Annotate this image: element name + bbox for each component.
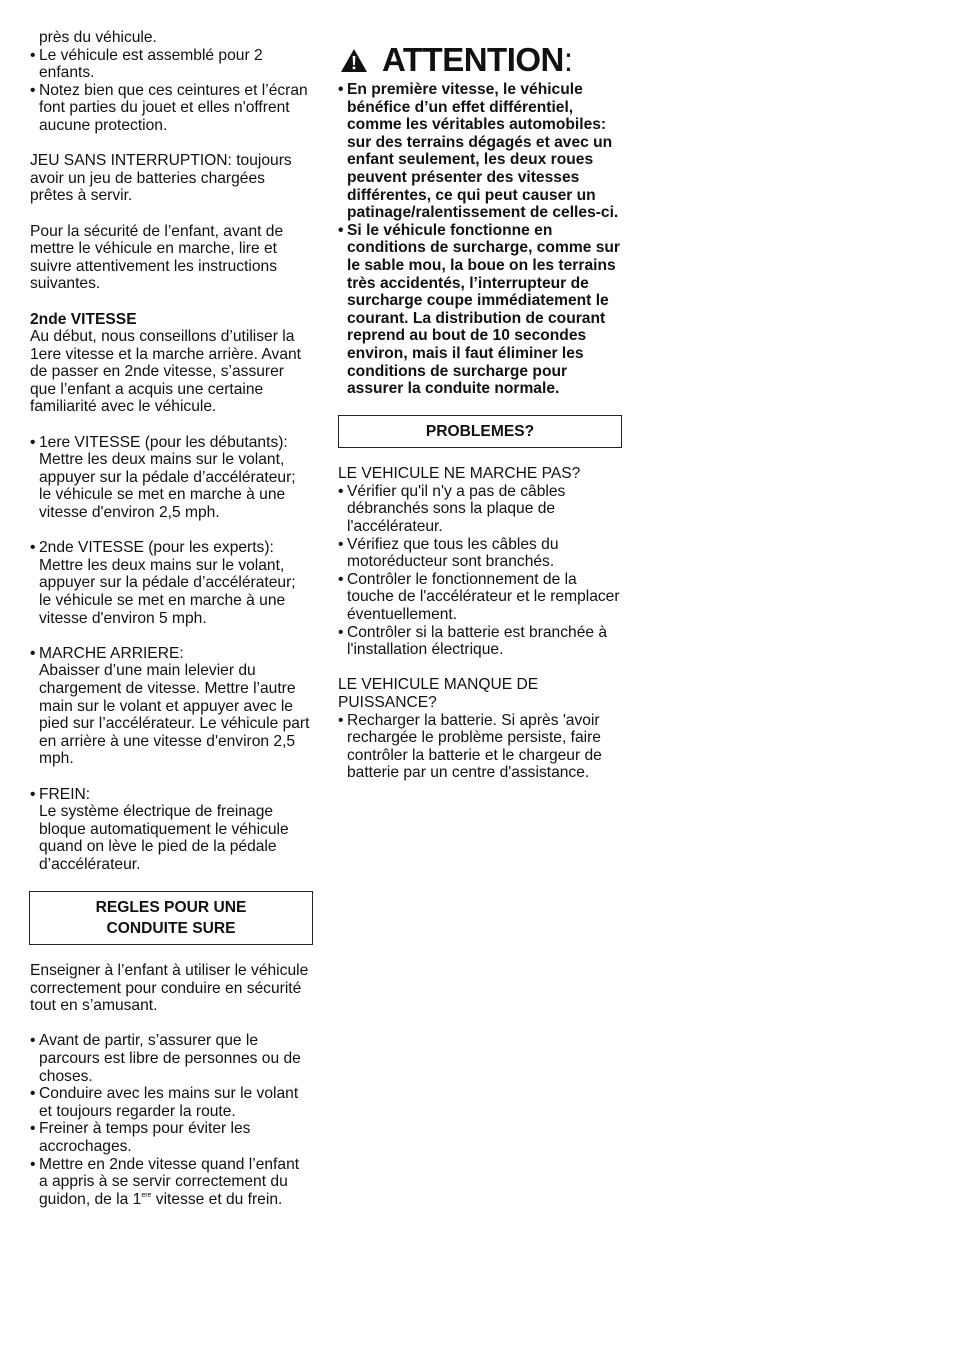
rule-item xyxy=(30,1156,312,1209)
rule-item: • Freiner à temps pour éviter les accrochages. xyxy=(30,1120,312,1155)
rule-item: • Avant de partir, s’assurer que le parcours est libre de personnes ou de choses. xyxy=(30,1032,312,1085)
vitesse-heading: 2nde VITESSE xyxy=(30,310,137,328)
problem-item: • Vérifiez que tous les câbles du motoréducteur sont branchés. xyxy=(338,536,623,571)
v2-title: • 2nde VITESSE (pour les experts): xyxy=(30,539,312,557)
enseigner-paragraph: Enseigner à l’enfant à utiliser le véhicule correctement pour conduire en sécurité tout en s’amusant. xyxy=(30,962,309,1015)
problem-item: • Recharger la batterie. Si après 'avoir rechargée le problème persiste, faire contrôler la batterie et le chargeur de batterie par un centre d'assistance. xyxy=(338,712,623,782)
rule-item: • Conduire avec les mains sur le volant et toujours regarder la route. xyxy=(30,1085,312,1120)
regles-heading-line: CONDUITE SURE xyxy=(106,919,236,937)
attention-item: • En première vitesse, le véhicule bénéfice d’un effet différentiel, comme les véritables automobiles: sur des terrains dégagés et avec un enfant seulement, les deux roues peuvent présenter des vitesses différentes, ce qui peut causer un patinage/ralentissement de celles-ci. xyxy=(338,81,623,222)
vitesse-paragraph: Au début, nous conseillons d’utiliser la 1ere vitesse et la marche arrière. Avant de passer en 2nde vitesse, s’assurer que l’enfant a acquis une certaine familiarité avec le véhicule. xyxy=(30,328,302,416)
rule-last-superscript: ere xyxy=(141,1191,152,1199)
rule-last-end: vitesse et du frein. xyxy=(155,1190,283,1208)
problem-title: LE VEHICULE MANQUE DE PUISSANCE? xyxy=(338,676,539,711)
v1-text: Mettre les deux mains sur le volant, appuyer sur la pédale d’accélérateur; le véhicule se met en marche à une vitesse d'environ 2,5 mph. xyxy=(39,451,296,522)
attention-item: • Si le véhicule fonctionne en conditions de surcharge, comme sur le sable mou, la boue on les terrains très accidentés, l’interrupteur de surcharge coupe immédiatement le courant. La distribution de courant reprend au bout de 10 secondes environ, mais il faut éliminer les conditions de surcharge pour assurer la conduite normale. xyxy=(338,222,623,398)
problem-item: • Contrôler si la batterie est branchée à l'installation électrique. xyxy=(338,624,623,659)
marche-arriere-title: • MARCHE ARRIERE: xyxy=(30,645,312,663)
problemes-heading: PROBLEMES? xyxy=(338,415,622,448)
marche-arriere-text: Abaisser d’une main lelevier du chargement de vitesse. Mettre l’autre main sur le volant et appuyer avec le pied sur l’accélérateur. Le véhicule part en arrière à une vitesse d'environ 2,5 mph. xyxy=(39,662,310,768)
jeu-paragraph: JEU SANS INTERRUPTION: toujours avoir un jeu de batteries chargées prêtes à servir. xyxy=(30,152,292,205)
warning-triangle-icon xyxy=(340,48,368,73)
rule-last-text: Mettre en 2nde vitesse quand l’enfant a appris à se servir correctement du guidon, de la 1 xyxy=(39,1155,300,1208)
frein-title: • FREIN: xyxy=(30,786,312,804)
attention-colon: : xyxy=(563,41,574,78)
problem-item: • Vérifier qu'il n'y a pas de câbles débranchés sons la plaque de l'accélérateur. xyxy=(338,483,623,536)
v2-text: Mettre les deux mains sur le volant, appuyer sur la pédale d’accélérateur; le véhicule se met en marche à une vitesse d'environ 5 mph. xyxy=(39,556,296,627)
frein-text: Le système électrique de freinage bloque automatiquement le véhicule quand on lève le pied de la pédale d’accélérateur. xyxy=(39,803,289,873)
middle-column xyxy=(338,40,623,782)
regles-heading-line: REGLES POUR UNE xyxy=(95,898,247,916)
attention-header xyxy=(338,40,623,80)
regles-heading-box xyxy=(29,891,313,945)
attention-list xyxy=(338,81,623,398)
list-item: • Le véhicule est assemblé pour 2 enfants. xyxy=(30,47,312,82)
problem-item: • Contrôler le fonctionnement de la touche de l'accélérateur et le remplacer éventuellement. xyxy=(338,571,623,624)
securite-paragraph: Pour la sécurité de l’enfant, avant de mettre le véhicule en marche, lire et suivre attentivement les instructions suivantes. xyxy=(30,222,284,293)
left-column xyxy=(30,29,312,1208)
problem-title: LE VEHICULE NE MARCHE PAS? xyxy=(338,465,581,483)
intro-continuation: près du véhicule. xyxy=(39,29,157,46)
v1-title: • 1ere VITESSE (pour les débutants): xyxy=(30,434,312,452)
attention-title: ATTENTION xyxy=(382,41,564,78)
list-item: • Notez bien que ces ceintures et l’écran font parties du jouet et elles n'offrent aucune protection. xyxy=(30,82,312,135)
